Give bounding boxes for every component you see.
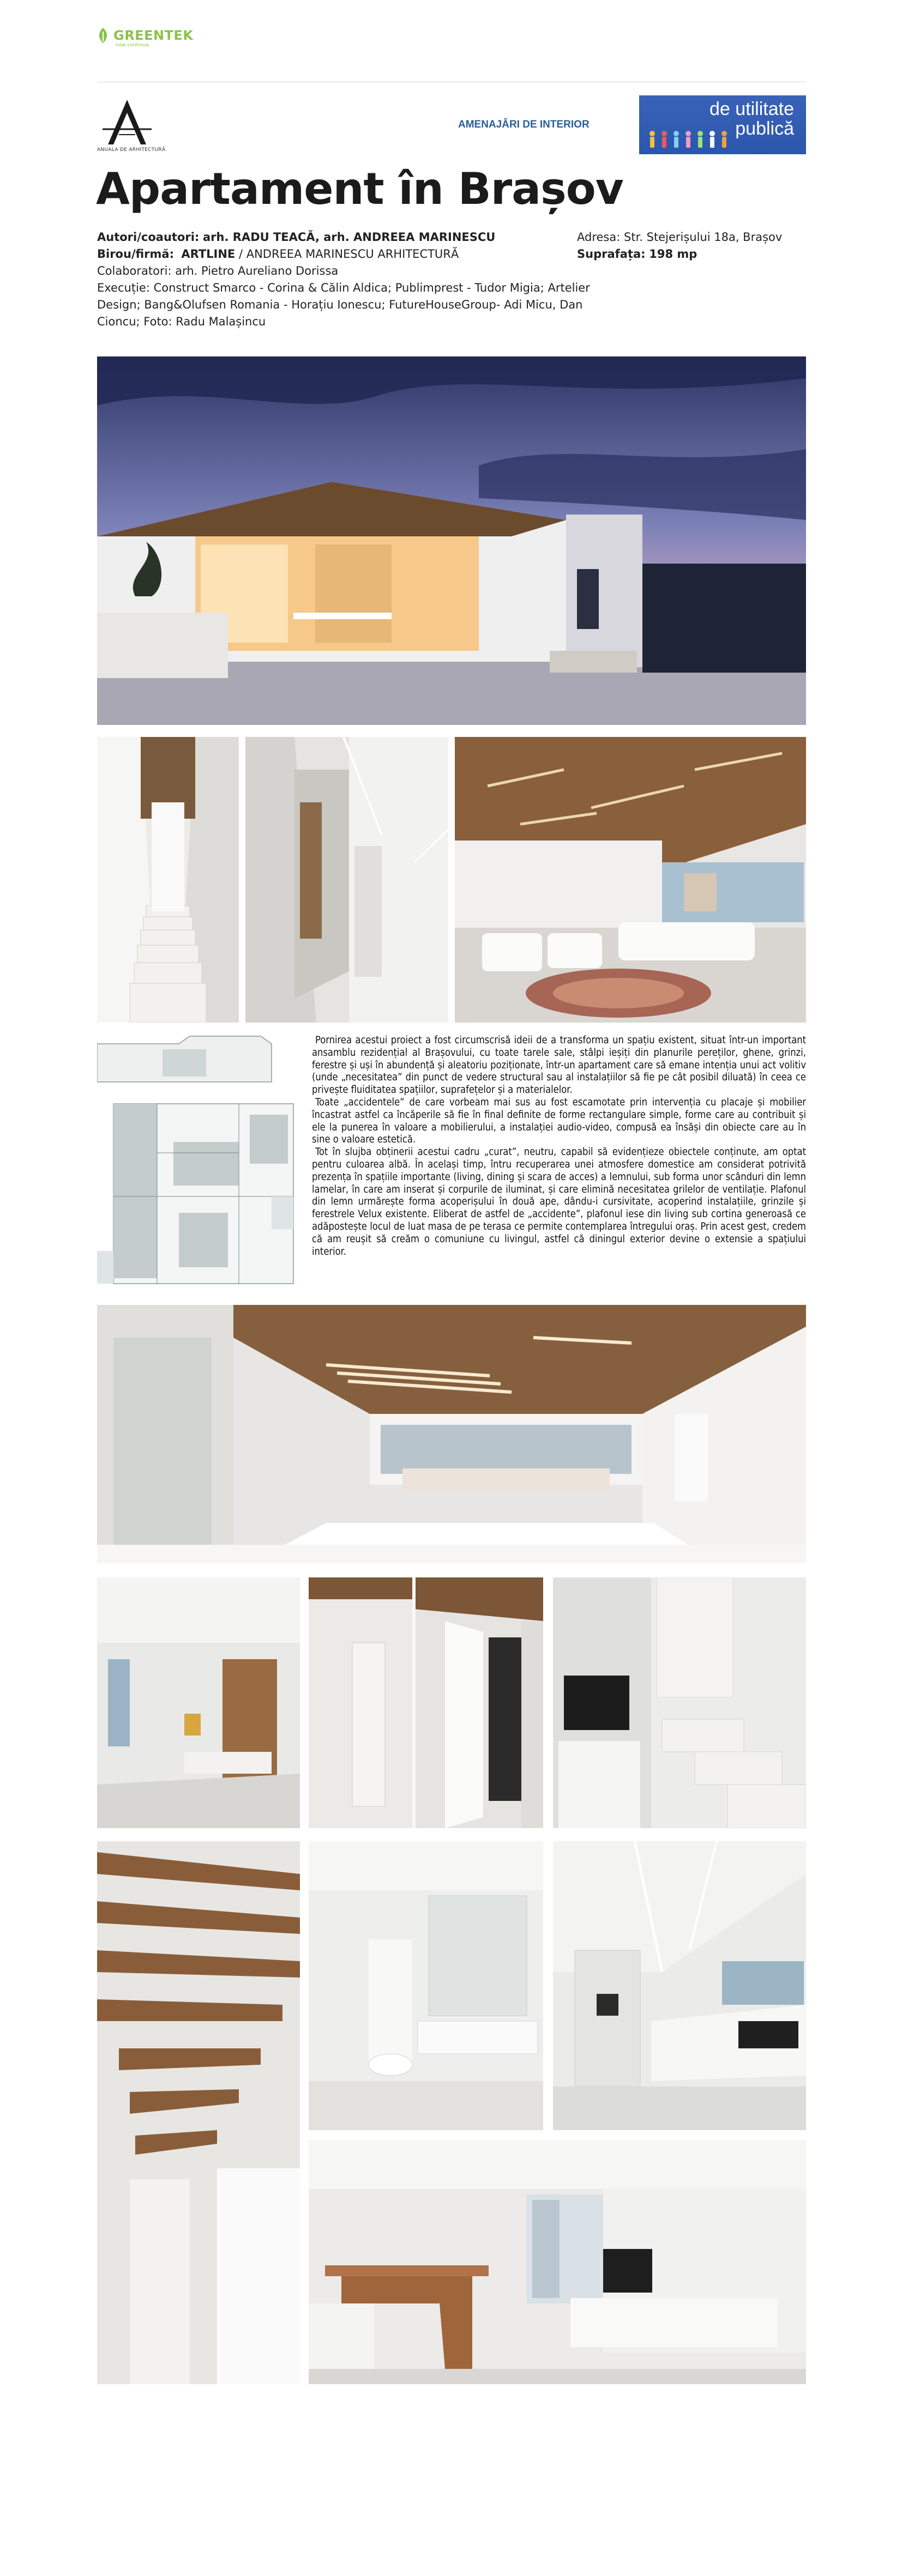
credits-block — [97, 229, 599, 330]
photo-bathroom-stairs — [553, 1577, 806, 1828]
article-body — [312, 1035, 806, 1258]
paragraph-2: Toate „accidentele” de care vorbeam mai sus au fost escamotate prin intervenția cu placaje și mobilier încastrat astfel ca încăperile să fie în final definite de forme rectangulare simple, forme care au contribuit și ele la punerea în valoare a mobilierului, a instalației audio-video, compusă ea însăși din obiecte care au în sine o valoare estetică. — [312, 1096, 806, 1146]
leaf-icon — [97, 27, 109, 44]
photo-dining-ceiling — [97, 1305, 806, 1563]
location-block — [577, 229, 782, 263]
paragraph-3: Tot în slujba obținerii acestui cadru „curat”, neutru, capabil să evidențieze obiectele conținute, am optat pentru culoarea albă. În același timp, întru recuperarea unei atmosfere domestice am considerat potrivită prezența în spațiile importante (living, dining și scara de acces) a lemnului, sub forma unor scânduri din lemn lamelar, în care am inserat și corpurile de iluminat, și care elimină necesitatea grilelor de ventilație. Plafonul din lemn urmărește forma acoperișului în două ape, dându-i cursivitate, acoperind instalațiile, grinzile și ferestrele Velux existente. Eliberat de astfel de „accidente”, plafonul iese din living sub cortina generoasă ce adăpostește locul de luat masa de pe terasa ce permite contemplarea întregului oraș. Prin acest gest, credem că am reușit să creăm o comuniune cu livingul, astfel că diningul exterior devine o extensie a spațiului interior. — [312, 1146, 806, 1257]
photo-hidden-doors — [309, 1577, 543, 1828]
brand-name: GREENTEK — [113, 28, 194, 43]
photo-staircase — [97, 737, 239, 1023]
floor-plans — [97, 1033, 299, 1289]
photo-bathroom-vanity — [309, 1841, 543, 2130]
photo-kitchen — [553, 1841, 806, 2130]
anuala-arhitectura-logo — [97, 95, 157, 155]
banner-line-1: de utilitate — [709, 99, 794, 119]
paragraph-1: Pornirea acestui proiect a fost circumscrisă ideii de a transforma un spațiu existent, situat într-un important ansamblu rezidențial al Brașovului, cu toate tarele sale, stâlpi ieșiți din planurile pereților, ghene, grinzi, ferestre și uși în abundență și aleatoriu poziționate, într-un apartament care să emane intenția unui act volitiv (unde „necesitatea” din punct de vedere structural sau al instalațiilor să fie pe cât posibil diluată) în ceea ce privește fluiditatea spațiilor, suprafețelor și a materialelor. — [312, 1035, 806, 1096]
people-icon — [647, 129, 745, 149]
page-title: Apartament în Brașov — [96, 164, 623, 214]
utilitate-publica-banner[interactable] — [639, 95, 806, 154]
address-line: Adresa: Str. Stejerișului 18a, Brașov — [577, 231, 783, 244]
area-line: Suprafața: 198 mp — [577, 247, 697, 261]
photo-bedroom-desk — [309, 2140, 806, 2384]
brand-subtitle: now continua — [116, 43, 149, 48]
banner-line-2: publică — [735, 118, 794, 139]
execution-line: Execuție: Construct Smarco - Corina & Călin Aldica; Publimprest - Tudor Migia; Artelier Design; Bang&Olufsen Romania - Horațiu Ionescu; FutureHouseGroup- Adi Micu, Dan Cioncu; Foto: Radu Malașincu — [97, 281, 590, 328]
photo-bedroom-wood — [97, 1577, 300, 1828]
photo-slatted-corridor — [97, 1841, 300, 2384]
brand-logo[interactable] — [97, 27, 193, 44]
office-line: Birou/firmă: ARTLINE / ANDREEA MARINESCU ARHITECTURĂ — [97, 247, 459, 261]
logo-caption: ANUALA DE ARHITECTURĂ — [97, 147, 166, 153]
photo-living-room — [455, 737, 806, 1023]
photo-terrace-dusk — [97, 356, 806, 725]
collaborators-line: Colaboratori: arh. Pietro Aureliano Dorissa — [97, 264, 339, 277]
photo-corridor-white — [245, 737, 448, 1023]
section-category[interactable]: AMENAJĂRI DE INTERIOR — [458, 119, 590, 130]
authors-line: Autori/coautori: arh. RADU TEACĂ, arh. ANDREEA MARINESCU — [97, 231, 496, 244]
